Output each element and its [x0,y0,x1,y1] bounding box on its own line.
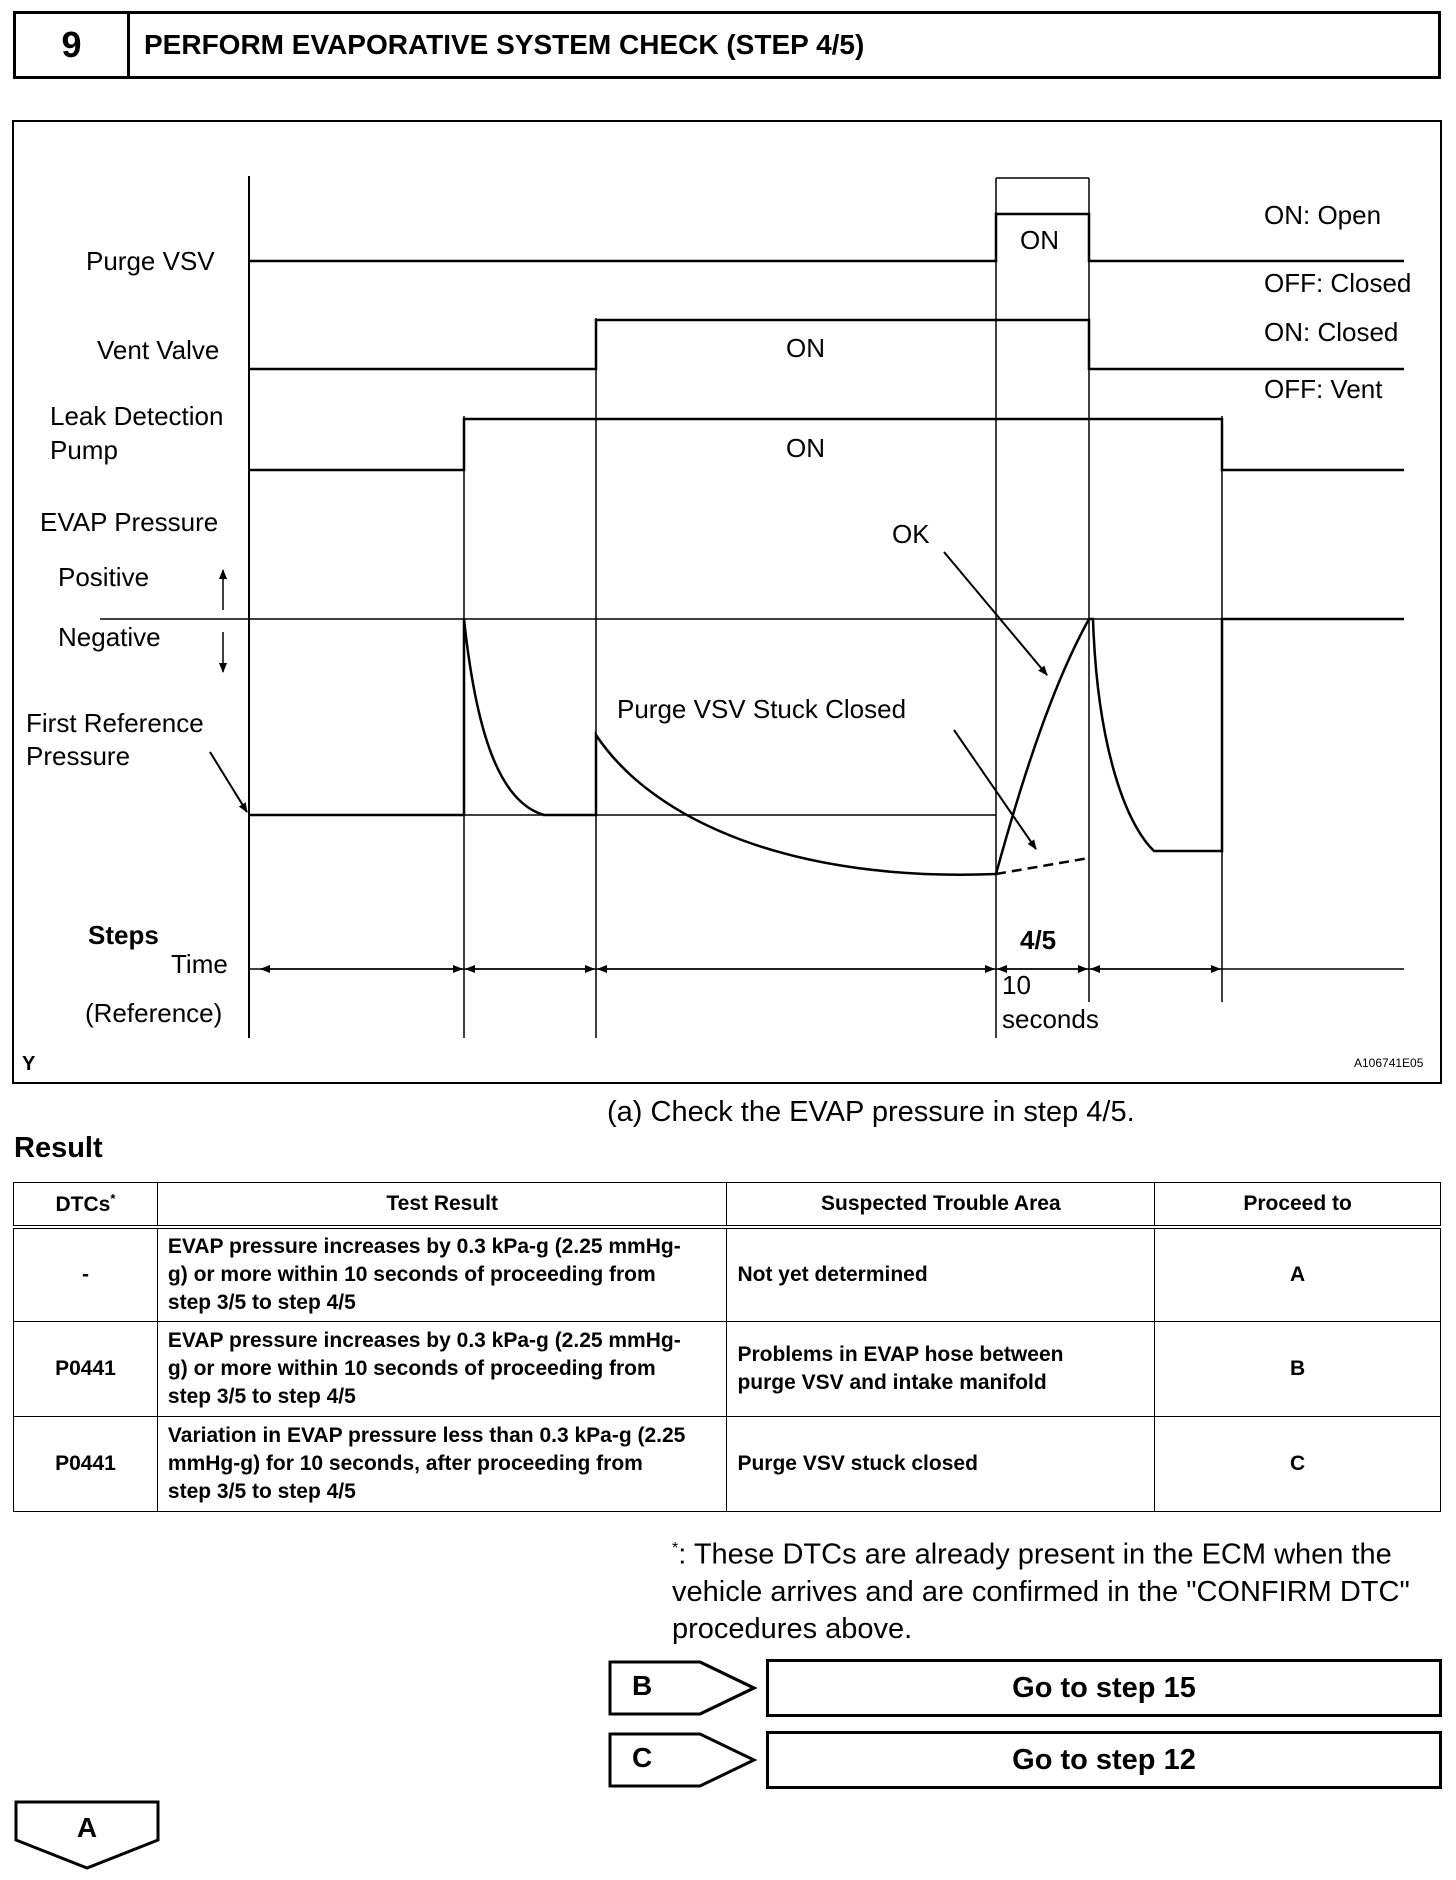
label-purge-vsv: Purge VSV [86,246,215,276]
label-leak-pump-1: Leak Detection [50,401,224,431]
label-reference: (Reference) [85,998,223,1028]
label-first-ref-1: First Reference [26,708,204,738]
cell-area: Purge VSV stuck closed [727,1417,1155,1512]
ok-curve [996,619,1089,874]
figure-code: A106741E05 [1354,1056,1424,1070]
cell-area: Problems in EVAP hose between purge VSV and intake manifold [727,1322,1155,1417]
header-dtcs: DTCs* [14,1183,158,1227]
label-on-closed: ON: Closed [1264,317,1399,347]
cell-dtc: - [14,1227,158,1322]
seconds-label-2: seconds [1002,1004,1099,1034]
step-number: 9 [16,14,130,76]
arrow-tag-icon [608,1660,758,1716]
step-header [13,11,1441,79]
result-table [13,1182,1441,1512]
seconds-label-1: 10 [1002,970,1031,1000]
nav-letter-a: A [76,1812,98,1843]
cell-test-result: EVAP pressure increases by 0.3 kPa-g (2.25 mmHg- g) or more within 10 seconds of proceeding from step 3/5 to step 4/5 [157,1227,727,1322]
vent-valve-waveform [249,320,1404,369]
ok-return-curve [1089,619,1404,851]
label-off-vent: OFF: Vent [1264,374,1383,404]
nav-tag-c[interactable] [608,1732,758,1788]
vent-on-label: ON [786,333,825,363]
label-steps: Steps [88,920,159,950]
pump-on-label: ON [786,433,825,463]
stuck-closed-dashed [996,858,1089,874]
go-to-step-15-button[interactable]: Go to step 15 [766,1659,1442,1717]
cell-area: Not yet determined [727,1227,1155,1322]
arrow-tag-icon [608,1732,758,1788]
label-off-closed: OFF: Closed [1264,268,1412,298]
timing-diagram [12,120,1442,1084]
table-row [14,1417,1441,1512]
check-instruction: (a) Check the EVAP pressure in step 4/5. [607,1096,1135,1128]
purge-vsv-waveform [249,214,1404,261]
cell-proceed: C [1155,1417,1441,1512]
table-row [14,1227,1441,1322]
label-leak-pump-2: Pump [50,435,118,465]
proceed-a-button[interactable] [14,1800,160,1870]
table-header-row [14,1183,1441,1227]
label-first-ref-2: Pressure [26,741,131,771]
purge-on-label: ON [1020,225,1059,255]
step-4-5-label: 4/5 [1020,925,1057,955]
header-suspected-area: Suspected Trouble Area [727,1183,1155,1227]
label-time: Time [171,949,228,979]
step-guides [464,178,1222,1038]
footnote: *: These DTCs are already present in the ECM when the vehicle arrives and are confirmed in the "CONFIRM DTC" procedures above. [672,1538,1410,1645]
nav-letter-c: C [632,1742,653,1773]
nav-tag-b[interactable] [608,1660,758,1716]
step-title: PERFORM EVAPORATIVE SYSTEM CHECK (STEP 4/5) [144,29,865,60]
label-positive: Positive [58,562,150,592]
corner-y: Y [22,1053,36,1075]
label-vent-valve: Vent Valve [97,335,220,365]
header-proceed-to: Proceed to [1155,1183,1441,1227]
ok-label: OK [892,519,930,549]
result-heading: Result [14,1132,103,1164]
stuck-closed-label: Purge VSV Stuck Closed [617,694,907,724]
cell-test-result: Variation in EVAP pressure less than 0.3 kPa-g (2.25 mmHg-g) for 10 seconds, after proceeding from step 3/5 to step 4/5 [157,1417,727,1512]
table-row [14,1322,1441,1417]
cell-test-result: EVAP pressure increases by 0.3 kPa-g (2.25 mmHg- g) or more within 10 seconds of proceeding from step 3/5 to step 4/5 [157,1322,727,1417]
header-test-result: Test Result [157,1183,727,1227]
cell-dtc: P0441 [14,1322,158,1417]
cell-proceed: B [1155,1322,1441,1417]
leak-pump-waveform [249,419,1404,470]
first-ref-arrow [210,752,247,812]
label-on-open: ON: Open [1264,200,1382,230]
cell-proceed: A [1155,1227,1441,1322]
label-negative: Negative [58,622,161,652]
cell-dtc: P0441 [14,1417,158,1512]
go-to-step-12-button[interactable]: Go to step 12 [766,1731,1442,1789]
evap-pressure-curve [249,619,996,875]
label-evap-pressure: EVAP Pressure [40,507,219,537]
nav-letter-b: B [632,1670,653,1701]
stuck-arrow [954,730,1036,849]
